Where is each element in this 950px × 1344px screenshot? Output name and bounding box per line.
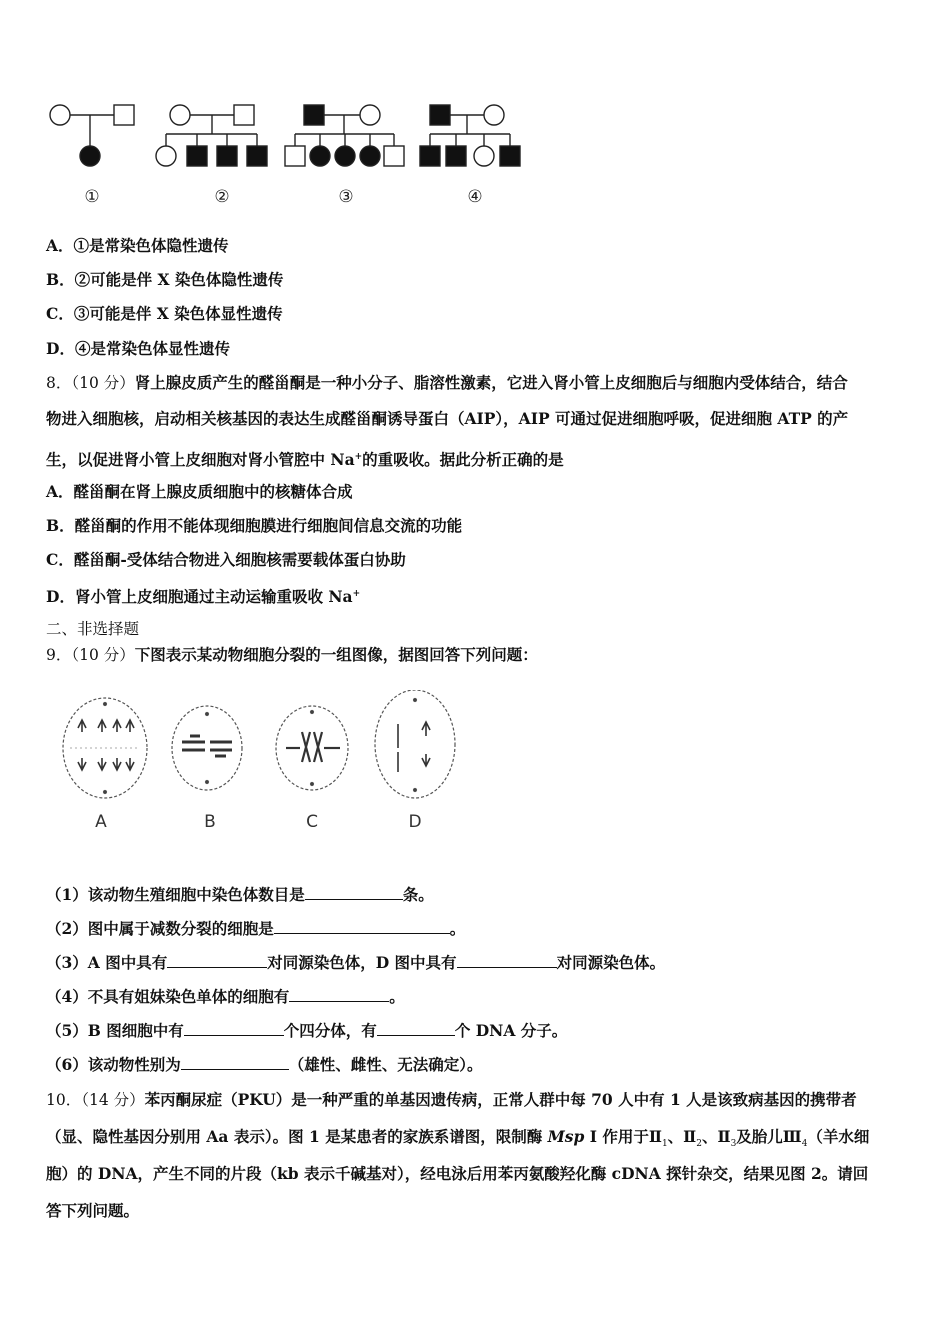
q9-sub1: （1）该动物生殖细胞中染色体数目是 条。 — [46, 885, 434, 904]
cell-label-b: B — [204, 812, 216, 832]
answer-blank[interactable] — [181, 1055, 289, 1070]
pedigree-label-3: ③ — [338, 187, 354, 207]
pedigree-figure — [42, 96, 532, 211]
cell-c — [276, 706, 348, 790]
q10-line2: （显、隐性基因分别用 Aa 表示）。图 1 是某患者的家族系谱图，限制酶 Msp I 作用于$Ⅱ_1$、$Ⅱ_2$、$Ⅱ_3$及胎儿$Ⅲ_4$（羊水细 — [46, 1127, 870, 1150]
q7-option-a: A．①是常染色体隐性遗传 — [46, 236, 229, 255]
q9-sub4: （4）不具有姐妹染色单体的细胞有 。 — [46, 987, 405, 1006]
q9-sub5: （5）B 图细胞中有 个四分体，有 个 DNA 分子。 — [46, 1021, 568, 1040]
q9-sub3: （3）A 图中具有 对同源染色体，D 图中具有 对同源染色体。 — [46, 953, 666, 972]
answer-blank[interactable] — [167, 953, 267, 968]
q8-option-b: B．醛甾酮的作用不能体现细胞膜进行细胞间信息交流的功能 — [46, 516, 463, 535]
answer-blank[interactable] — [184, 1021, 284, 1036]
answer-blank[interactable] — [274, 919, 450, 934]
q10-line1: 10．（14 分）苯丙酮尿症（PKU）是一种严重的单基因遗传病，正常人群中每 70 人中有 1 人是该致病基因的携带者 — [46, 1090, 857, 1109]
q8-option-c: C．醛甾酮-受体结合物进入细胞核需要载体蛋白协助 — [46, 550, 406, 569]
q7-option-b: B．②可能是伴 X 染色体隐性遗传 — [46, 270, 284, 289]
pedigree-1 — [50, 105, 134, 166]
cell-d — [375, 690, 455, 798]
q7-option-c: C．③可能是伴 X 染色体显性遗传 — [46, 304, 283, 323]
answer-blank[interactable] — [377, 1021, 455, 1036]
cell-b — [172, 706, 242, 790]
cell-a — [63, 698, 147, 798]
pedigree-label-4: ④ — [467, 187, 483, 207]
cell-label-c: C — [306, 812, 318, 832]
answer-blank[interactable] — [305, 885, 403, 900]
q7-option-d: D．④是常染色体显性遗传 — [46, 339, 230, 358]
cell-label-a: A — [95, 812, 107, 832]
q8-stem-line2: 物进入细胞核，启动相关核基因的表达生成醛甾酮诱导蛋白（AIP），AIP 可通过促进细胞呼吸，促进细胞 ATP 的产 — [46, 409, 849, 428]
pedigree-3 — [285, 105, 404, 166]
answer-blank[interactable] — [289, 987, 389, 1002]
answer-blank[interactable] — [457, 953, 557, 968]
q8-option-d: D．肾小管上皮细胞通过主动运输重吸收 Na+ — [46, 587, 361, 607]
pedigree-label-1: ① — [84, 187, 100, 207]
cell-label-d: D — [408, 812, 422, 832]
pedigree-4 — [420, 105, 520, 166]
section-heading: 二、非选择题 — [46, 620, 140, 638]
q8-stem-line1: 8．（10 分）肾上腺皮质产生的醛甾酮是一种小分子、脂溶性激素，它进入肾小管上皮细胞后与细胞内受体结合，结合 — [46, 373, 848, 392]
q9-stem: 9．（10 分）下图表示某动物细胞分裂的一组图像，据图回答下列问题： — [46, 645, 538, 664]
q10-line3: 胞）的 DNA，产生不同的片段（kb 表示千碱基对），经电泳后用苯丙氨酸羟化酶 cDNA 探针杂交，结果见图 2。请回 — [46, 1164, 869, 1183]
q9-sub6: （6）该动物性别为 （雄性、雌性、无法确定）。 — [46, 1055, 483, 1074]
q8-option-a: A．醛甾酮在肾上腺皮质细胞中的核糖体合成 — [46, 482, 353, 501]
pedigree-2 — [156, 105, 267, 166]
cell-division-figure — [60, 690, 460, 835]
pedigree-label-2: ② — [214, 187, 230, 207]
q10-line4: 答下列问题。 — [46, 1201, 140, 1220]
q9-sub2: （2）图中属于减数分裂的细胞是 。 — [46, 919, 466, 938]
q8-stem-line3: 生，以促进肾小管上皮细胞对肾小管腔中 Na+的重吸收。据此分析正确的是 — [46, 450, 564, 470]
